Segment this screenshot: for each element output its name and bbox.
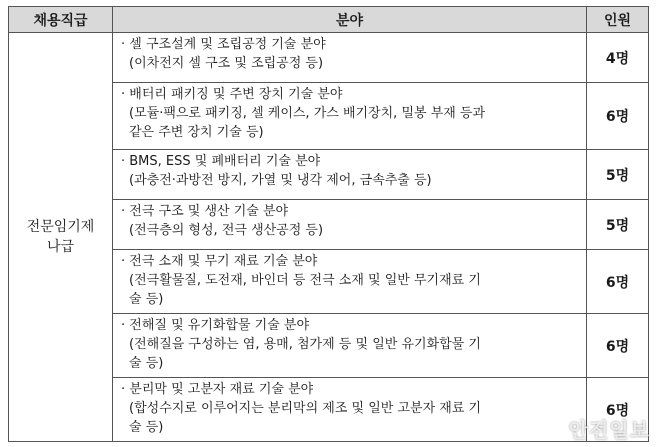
field-desc: (과충전·과방전 방지, 가열 및 냉각 제어, 금속추출 등) <box>129 173 432 188</box>
field-title: · 셀 구조설계 및 조립공정 기술 분야 <box>121 37 326 52</box>
header-position: 채용직급 <box>9 7 113 33</box>
count-cell: 6명 <box>587 250 649 314</box>
field-cell <box>113 378 587 442</box>
field-title: · 전해질 및 유기화합물 기술 분야 <box>121 318 310 333</box>
field-title: · BMS, ESS 및 폐배터리 기술 분야 <box>121 154 321 169</box>
field-title: · 전극 구조 및 생산 기술 분야 <box>121 204 289 219</box>
position-cell <box>9 33 113 442</box>
position-line: 나급 <box>46 239 75 255</box>
field-desc: 술 등) <box>129 292 164 307</box>
position-line: 전문임기제 <box>26 219 95 235</box>
table-header-row <box>9 7 649 33</box>
field-desc: (모듈·팩으로 패키징, 셀 케이스, 가스 배기장치, 밀봉 부재 등과 <box>129 106 486 121</box>
table-row <box>9 33 649 83</box>
field-desc: (전해질을 구성하는 염, 용매, 첨가제 등 및 일반 유기화합물 기 <box>129 337 481 352</box>
field-desc: 술 등) <box>129 420 164 435</box>
field-cell <box>113 250 587 314</box>
field-cell <box>113 150 587 200</box>
field-cell <box>113 83 587 150</box>
field-desc: 술 등) <box>129 356 164 371</box>
field-desc: (전극활물질, 도전재, 바인더 등 전극 소재 및 일반 무기재료 기 <box>129 273 481 288</box>
count-cell: 4명 <box>587 33 649 83</box>
field-desc: (전극층의 형성, 전극 생산공정 등) <box>129 223 324 238</box>
watermark-logo: 안전일보 <box>568 418 650 442</box>
field-title: · 배터리 패키징 및 주변 장치 기술 분야 <box>121 87 343 102</box>
field-cell <box>113 200 587 250</box>
field-title: · 분리막 및 고분자 재료 기술 분야 <box>121 382 314 397</box>
field-cell <box>113 33 587 83</box>
field-desc: (합성수지로 이루어지는 분리막의 제조 및 일반 고분자 재료 기 <box>129 401 482 416</box>
count-cell: 6명 <box>587 314 649 378</box>
field-desc: (이차전지 셀 구조 및 조립공정 등) <box>129 56 324 71</box>
field-title: · 전극 소재 및 무기 재료 기술 분야 <box>121 254 318 269</box>
count-cell: 5명 <box>587 150 649 200</box>
field-desc: 같은 주변 장치 기술 등) <box>129 125 264 140</box>
header-field: 분야 <box>113 7 587 33</box>
count-cell: 6명 <box>587 378 649 442</box>
field-cell <box>113 314 587 378</box>
recruitment-table <box>8 6 649 442</box>
header-count: 인원 <box>587 7 649 33</box>
count-cell: 6명 <box>587 83 649 150</box>
count-cell: 5명 <box>587 200 649 250</box>
